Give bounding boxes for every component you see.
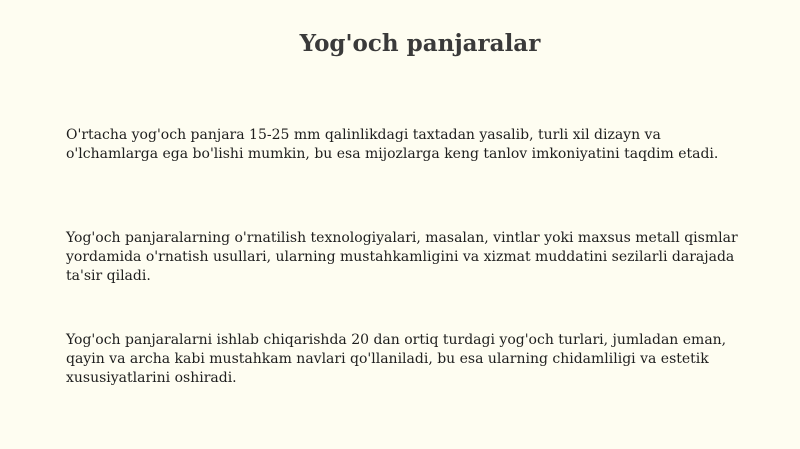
paragraph-thickness: O'rtacha yog'och panjara 15-25 mm qalinlikdagi taxtadan yasalib, turli xil dizayn va o'lchamlarga ega bo'lishi mumkin, bu esa mijozlarga keng tanlov imkoniyatini taqdim etadi. (66, 127, 719, 162)
paragraph-installation: Yog'och panjaralarning o'rnatilish texnologiyalari, masalan, vintlar yoki maxsus metall qismlar yordamida o'rnatish usullari, ularning mustahkamligini va xizmat muddatini sezilarli darajada ta'sir qiladi. (66, 230, 738, 284)
slide-title: Yog'och panjaralar (299, 30, 541, 57)
paragraph-wood-types: Yog'och panjaralarni ishlab chiqarishda 20 dan ortiq turdagi yog'och turlari, jumladan eman, qayin va archa kabi mustahkam navlari qo'llaniladi, bu esa ularning chidamliligi va estetik xususiyatlarini oshiradi. (66, 332, 727, 386)
